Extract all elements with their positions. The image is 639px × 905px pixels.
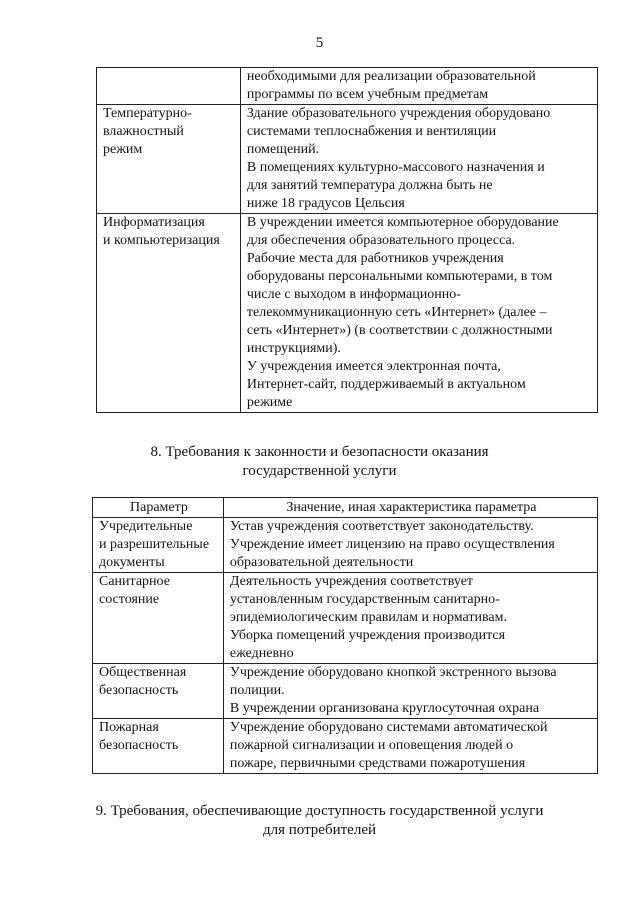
table-row xyxy=(93,664,598,719)
value-line: установленным государственным санитарно- xyxy=(229,592,500,607)
value-line: Рабочие места для работников учреждения xyxy=(246,251,504,266)
parameter-line: безопасность xyxy=(99,683,179,698)
requirements-table-continued xyxy=(96,67,598,413)
table-header-row xyxy=(93,498,598,518)
parameter-cell xyxy=(93,719,224,774)
parameter-cell xyxy=(97,68,241,105)
parameter-cell xyxy=(93,573,224,664)
value-line: Учреждение оборудовано кнопкой экстренного вызова xyxy=(229,665,557,680)
table-row xyxy=(97,214,598,413)
value-line: сеть «Интернет») (в соответствии с должностными xyxy=(246,323,553,338)
table-row xyxy=(93,573,598,664)
value-line: необходимыми для реализации образовательной xyxy=(246,69,536,84)
parameter-cell xyxy=(93,518,224,573)
legality-safety-table xyxy=(92,497,598,774)
value-line: Деятельность учреждения соответствует xyxy=(229,574,474,589)
parameter-line: состояние xyxy=(99,592,160,607)
value-line: образовательной деятельности xyxy=(229,555,414,570)
heading-line: для потребителей xyxy=(262,822,377,838)
value-line: пожарной сигнализации и оповещения людей о xyxy=(229,738,514,753)
parameter-line: Информатизация xyxy=(103,215,205,230)
value-line: Учреждение имеет лицензию на право осуществления xyxy=(229,537,555,552)
value-line: Устав учреждения соответствует законодательству. xyxy=(229,519,534,534)
value-cell xyxy=(223,664,597,719)
value-cell xyxy=(240,214,597,413)
value-line: телекоммуникационную сеть «Интернет» (далее – xyxy=(246,305,547,320)
parameter-line: документы xyxy=(99,555,165,570)
parameter-line: Температурно- xyxy=(103,106,192,121)
value-line: В помещениях культурно-массового назначения и xyxy=(246,160,545,175)
value-line: инструкциями). xyxy=(246,341,341,356)
value-line: для занятий температура должна быть не xyxy=(246,178,493,193)
heading-line: 8. Требования к законности и безопасности оказания xyxy=(150,444,489,460)
parameter-line: Общественная xyxy=(99,665,187,680)
value-cell xyxy=(223,518,597,573)
parameter-line: и разрешительные xyxy=(99,537,210,552)
parameter-line: Санитарное xyxy=(99,574,170,589)
page-number: 5 xyxy=(315,35,324,51)
parameter-line: безопасность xyxy=(99,738,179,753)
value-line: У учреждения имеется электронная почта, xyxy=(246,359,501,374)
parameter-cell xyxy=(97,105,241,214)
table-row xyxy=(97,68,598,105)
value-line: программы по всем учебным предметам xyxy=(246,87,489,102)
value-line: числе с выходом в информационно- xyxy=(246,287,461,302)
value-cell xyxy=(223,719,597,774)
value-line: В учреждении организована круглосуточная охрана xyxy=(229,701,540,716)
value-line: Уборка помещений учреждения производится xyxy=(229,628,506,643)
value-line: ежедневно xyxy=(229,646,294,661)
heading-line: государственной услуги xyxy=(242,463,397,479)
value-line: системами теплоснабжения и вентиляции xyxy=(246,124,497,139)
value-line: Интернет-сайт, поддерживаемый в актуальном xyxy=(246,377,526,392)
value-line: Учреждение оборудовано системами автоматической xyxy=(229,720,548,735)
table-row xyxy=(93,518,598,573)
parameter-cell xyxy=(97,214,241,413)
section-heading-9 xyxy=(0,802,639,840)
value-line: пожаре, первичными средствами пожаротушения xyxy=(229,756,526,771)
parameter-line: влажностный xyxy=(103,124,184,139)
parameter-line: режим xyxy=(103,142,143,157)
value-line: В учреждении имеется компьютерное оборудование xyxy=(246,215,559,230)
value-line: ниже 18 градусов Цельсия xyxy=(246,196,405,211)
value-line: режиме xyxy=(246,395,293,410)
parameter-line: Учредительные xyxy=(99,519,193,534)
column-header-value: Значение, иная характеристика параметра xyxy=(223,498,597,518)
column-header-parameter: Параметр xyxy=(93,498,224,518)
value-line: оборудованы персональными компьютерами, в том xyxy=(246,269,553,284)
value-cell xyxy=(240,105,597,214)
parameter-line: и компьютеризация xyxy=(103,233,220,248)
heading-line: 9. Требования, обеспечивающие доступность государственной услуги xyxy=(95,803,544,819)
table-row xyxy=(97,105,598,214)
section-heading-8 xyxy=(0,443,639,481)
parameter-cell xyxy=(93,664,224,719)
parameter-line: Пожарная xyxy=(99,720,159,735)
value-line: Здание образовательного учреждения оборудовано xyxy=(246,106,551,121)
value-cell xyxy=(240,68,597,105)
value-cell xyxy=(223,573,597,664)
value-line: эпидемиологическим правилам и нормативам. xyxy=(229,610,507,625)
table-row xyxy=(93,719,598,774)
value-line: для обеспечения образовательного процесса. xyxy=(246,233,516,248)
value-line: полиции. xyxy=(229,683,285,698)
value-line: помещений. xyxy=(246,142,320,157)
